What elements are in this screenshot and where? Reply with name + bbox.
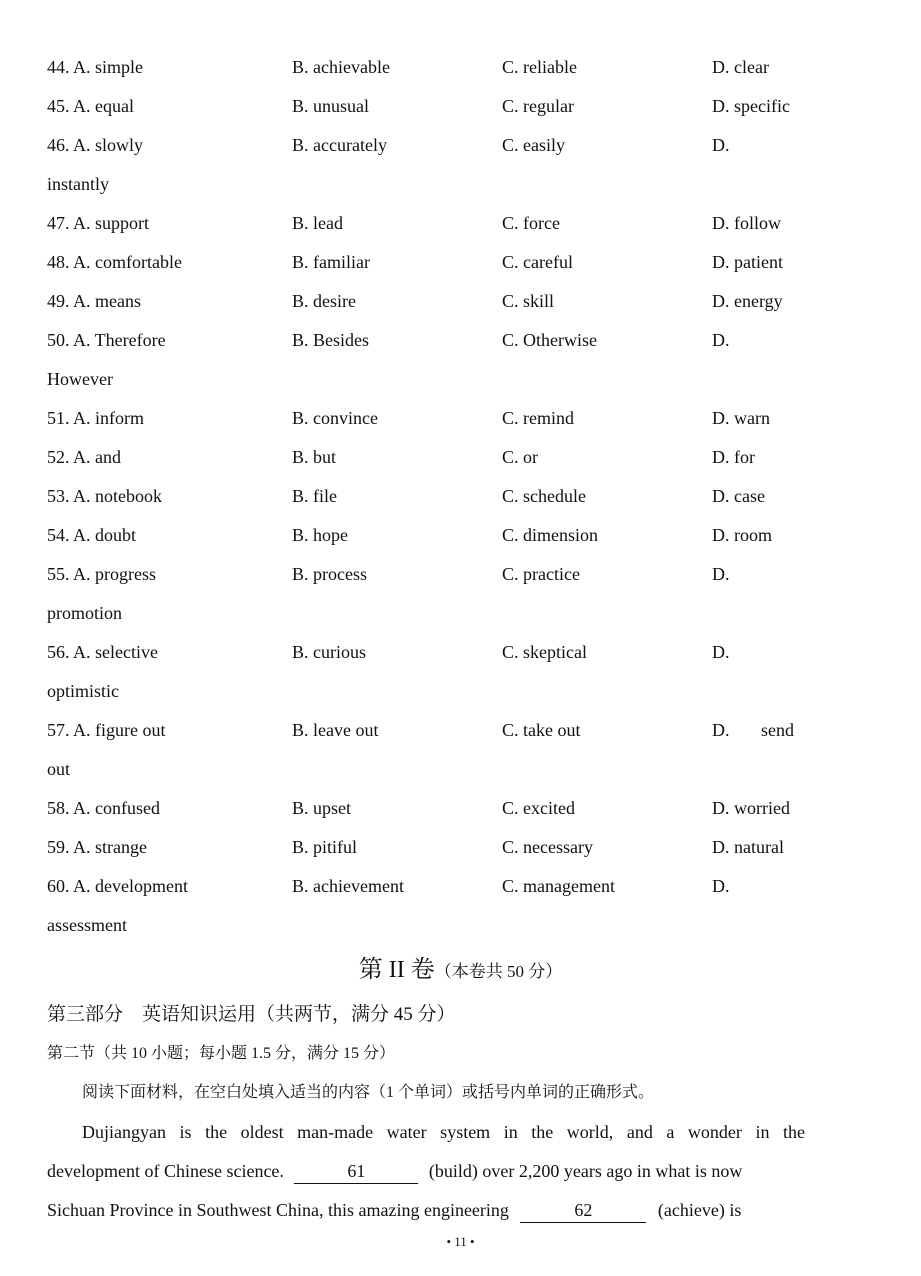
- option-d-continuation: However: [47, 369, 113, 389]
- option-a: 44. A. simple: [47, 57, 144, 77]
- question-row: [0, 321, 921, 360]
- blank-62[interactable]: 62: [520, 1198, 646, 1223]
- blank-61[interactable]: 61: [294, 1159, 418, 1184]
- question-row: [0, 438, 921, 477]
- option-b: B. desire: [292, 291, 356, 311]
- option-c: C. skeptical: [502, 642, 587, 662]
- option-b: B. curious: [292, 642, 366, 662]
- option-c: C. regular: [502, 96, 574, 116]
- question-row: [0, 867, 921, 906]
- option-a: 52. A. and: [47, 447, 121, 467]
- option-a: 47. A. support: [47, 213, 150, 233]
- option-b: B. pitiful: [292, 837, 358, 857]
- option-a: 46. A. slowly: [47, 135, 144, 155]
- passage-line-3: [47, 1191, 805, 1230]
- option-d: D.: [712, 330, 730, 350]
- section-heading-sub: （本卷共 50 分）: [434, 962, 563, 981]
- option-a: 45. A. equal: [47, 96, 134, 116]
- option-c: C. management: [502, 876, 615, 896]
- option-d: D. worried: [712, 798, 790, 818]
- option-a: 48. A. comfortable: [47, 252, 182, 272]
- option-d-continuation: assessment: [47, 915, 127, 935]
- option-d: D.: [712, 564, 730, 584]
- part-three-title: 第三部分 英语知识运用（共两节，满分 45 分）: [47, 1004, 456, 1025]
- question-row: [0, 633, 921, 672]
- option-d: D.: [712, 135, 730, 155]
- passage-line-2: [47, 1152, 805, 1191]
- option-c: C. schedule: [502, 486, 586, 506]
- option-b: B. upset: [292, 798, 352, 818]
- option-a: 53. A. notebook: [47, 486, 162, 506]
- option-c: C. practice: [502, 564, 580, 584]
- passage-text: development of Chinese science.: [47, 1161, 284, 1181]
- option-a: 55. A. progress: [47, 564, 156, 584]
- question-row: [0, 828, 921, 867]
- option-d-continuation: optimistic: [47, 681, 119, 701]
- section-heading: [0, 950, 921, 992]
- option-a: 54. A. doubt: [47, 525, 137, 545]
- question-row: [0, 789, 921, 828]
- option-b: B. unusual: [292, 96, 370, 116]
- option-d: D. specific: [712, 96, 790, 116]
- question-row: [0, 282, 921, 321]
- question-row: [0, 48, 921, 87]
- option-c: C. or: [502, 447, 538, 467]
- option-d-continuation: instantly: [47, 174, 109, 194]
- option-a: 60. A. development: [47, 876, 188, 896]
- option-d: D. room: [712, 525, 772, 545]
- option-d: D. patient: [712, 252, 783, 272]
- option-d: D. natural: [712, 837, 784, 857]
- option-b: B. achievement: [292, 876, 404, 896]
- option-c: C. excited: [502, 798, 575, 818]
- option-d: D. for: [712, 447, 755, 467]
- option-d-continuation: promotion: [47, 603, 122, 623]
- option-b: B. file: [292, 486, 337, 506]
- option-d: D. warn: [712, 408, 770, 428]
- option-c: C. necessary: [502, 837, 593, 857]
- option-c: C. dimension: [502, 525, 599, 545]
- question-row: [0, 243, 921, 282]
- option-d: D.: [712, 876, 730, 896]
- option-a: 50. A. Therefore: [47, 330, 166, 350]
- option-d-continuation: out: [47, 759, 71, 779]
- question-row: [0, 477, 921, 516]
- option-c: C. force: [502, 213, 560, 233]
- option-c: C. reliable: [502, 57, 577, 77]
- question-row: [0, 204, 921, 243]
- question-row: [0, 516, 921, 555]
- option-c: C. skill: [502, 291, 555, 311]
- option-a: 59. A. strange: [47, 837, 147, 857]
- option-b: B. convince: [292, 408, 378, 428]
- option-b: B. accurately: [292, 135, 387, 155]
- option-b: B. but: [292, 447, 337, 467]
- option-d: D.: [712, 642, 730, 662]
- question-row: [0, 711, 921, 750]
- section-heading-main: 第 II 卷: [358, 957, 435, 983]
- option-d: D. send: [712, 720, 794, 740]
- option-c: C. careful: [502, 252, 573, 272]
- page-number: • 11 •: [446, 1234, 475, 1249]
- option-a: 49. A. means: [47, 291, 141, 311]
- instructions: 阅读下面材料，在空白处填入适当的内容（1 个单词）或括号内单词的正确形式。: [82, 1084, 655, 1101]
- option-b: B. process: [292, 564, 367, 584]
- passage-line-1: Dujiangyan is the oldest man-made water system in the world, and a wonder in the: [82, 1122, 805, 1142]
- option-b: B. hope: [292, 525, 348, 545]
- option-a: 51. A. inform: [47, 408, 144, 428]
- option-d: D. follow: [712, 213, 781, 233]
- passage-text: (build) over 2,200 years ago in what is now: [428, 1161, 743, 1181]
- option-c: C. Otherwise: [502, 330, 597, 350]
- option-b: B. achievable: [292, 57, 390, 77]
- passage-text: Sichuan Province in Southwest China, this amazing engineering: [47, 1200, 509, 1220]
- option-c: C. easily: [502, 135, 565, 155]
- option-d: D. energy: [712, 291, 783, 311]
- question-row: [0, 126, 921, 165]
- option-a: 56. A. selective: [47, 642, 158, 662]
- option-d: D. case: [712, 486, 765, 506]
- question-row: [0, 399, 921, 438]
- option-b: B. Besides: [292, 330, 370, 350]
- option-c: C. remind: [502, 408, 574, 428]
- option-b: B. familiar: [292, 252, 370, 272]
- option-a: 58. A. confused: [47, 798, 160, 818]
- option-c: C. take out: [502, 720, 581, 740]
- option-b: B. lead: [292, 213, 343, 233]
- option-d: D. clear: [712, 57, 769, 77]
- passage-text: (achieve) is: [657, 1200, 742, 1220]
- question-row: [0, 87, 921, 126]
- option-a: 57. A. figure out: [47, 720, 166, 740]
- section-two-title: 第二节（共 10 小题；每小题 1.5 分，满分 15 分）: [47, 1045, 396, 1062]
- question-row: [0, 555, 921, 594]
- option-b: B. leave out: [292, 720, 379, 740]
